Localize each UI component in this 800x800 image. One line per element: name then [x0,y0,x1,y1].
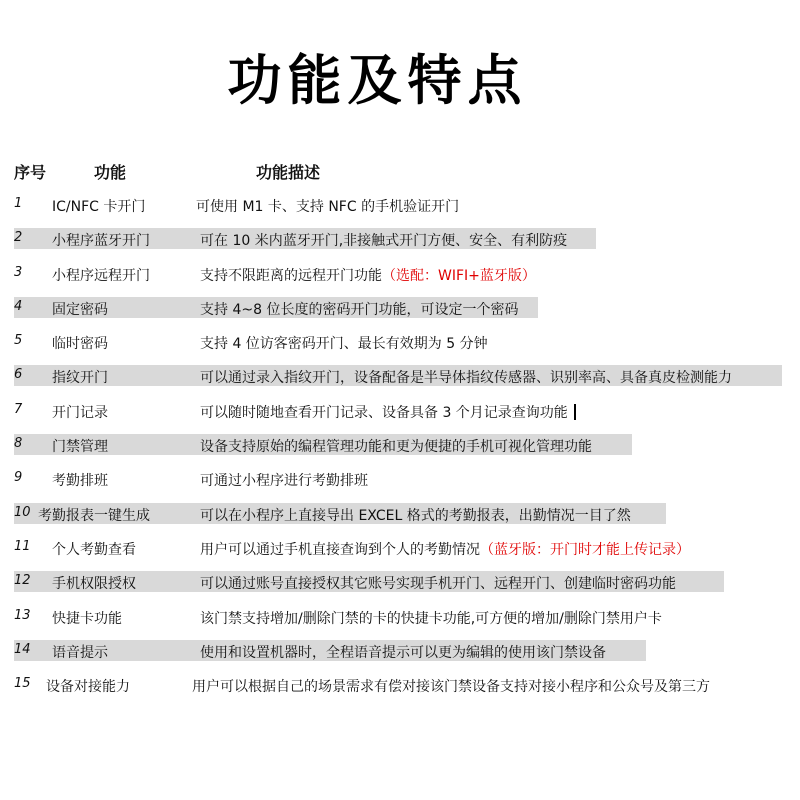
table-row [0,432,800,466]
row-number: 15 [14,676,31,692]
table-row [0,295,800,329]
row-note: （蓝牙版：开门时才能上传记录） [480,541,690,558]
row-description-text: 可以随时随地查看开门记录、设备具备 3 个月记录查询功能 [200,404,568,421]
row-number: 13 [14,607,31,623]
row-number: 10 [14,504,31,520]
row-function: 临时密码 [52,336,108,353]
row-function: 固定密码 [52,301,108,318]
row-description [200,573,676,593]
row-function: 快捷卡功能 [52,610,122,627]
row-function: 门禁管理 [52,439,108,456]
table-row [0,535,800,569]
row-number: 3 [14,264,23,280]
row-function: 语音提示 [52,644,108,661]
row-note: （选配：WIFI+蓝牙版） [382,267,536,284]
header-function: 功能 [94,163,127,182]
header-description: 功能描述 [256,163,321,182]
table-row [0,569,800,603]
row-description [200,539,690,559]
row-description [200,436,592,456]
row-description-text: 用户可以通过手机直接查询到个人的考勤情况 [200,541,480,558]
table-row [0,604,800,638]
table-row [0,192,800,226]
row-description-text: 可以通过录入指纹开门，设备配备是半导体指纹传感器、识别率高、具备真皮检测能力 [200,370,732,387]
row-function: 小程序蓝牙开门 [52,233,150,250]
row-function: 个人考勤查看 [52,541,136,558]
page-title: 功能及特点 [227,49,528,112]
row-description [200,367,732,387]
row-function: 设备对接能力 [46,679,130,696]
table-row [0,261,800,295]
row-number: 5 [14,333,23,349]
header-no: 序号 [14,163,47,182]
row-number: 9 [14,470,23,486]
row-number: 8 [14,436,23,452]
row-number: 14 [14,641,31,657]
row-description-text: 支持不限距离的远程开门功能 [200,267,382,284]
row-number: 6 [14,367,23,383]
row-description [200,505,631,525]
row-number: 12 [14,573,31,589]
text-cursor [574,404,576,420]
row-description [192,676,710,696]
row-description-text: 设备支持原始的编程管理功能和更为便捷的手机可视化管理功能 [200,439,592,456]
row-number: 1 [14,196,23,211]
table-header [0,160,800,182]
row-description-text: 可以通过账号直接授权其它账号实现手机开门、远程开门、创建临时密码功能 [200,576,676,593]
table-row [0,638,800,672]
row-function: 开门记录 [52,404,108,421]
row-description-text: 可在 10 米内蓝牙开门,非接触式开门方便、安全、有利防疫 [200,233,568,250]
row-description-text: 可使用 M1 卡、支持 NFC 的手机验证开门 [196,199,460,215]
row-function: 考勤报表一键生成 [38,507,150,524]
row-description-text: 支持 4~8 位长度的密码开门功能，可设定一个密码 [200,301,519,318]
table-row [0,329,800,363]
table-row [0,226,800,260]
row-description [200,333,488,353]
row-description [196,196,459,216]
row-number: 7 [14,401,23,417]
row-description [200,642,606,662]
row-function: IC/NFC 卡开门 [52,199,146,215]
row-description-text: 该门禁支持增加/删除门禁的卡的快捷卡功能,可方便的增加/删除门禁用户卡 [200,610,662,627]
table-row [0,501,800,535]
row-function: 考勤排班 [52,473,108,490]
row-function: 指纹开门 [52,370,108,387]
row-description [200,470,368,490]
row-number: 4 [14,298,23,314]
feature-list [0,192,800,706]
row-description-text: 使用和设置机器时，全程语音提示可以更为编辑的使用该门禁设备 [200,644,606,661]
row-number: 2 [14,230,23,246]
row-description-text: 支持 4 位访客密码开门、最长有效期为 5 分钟 [200,336,488,353]
table-row [0,363,800,397]
table-row [0,466,800,500]
row-description-text: 用户可以根据自己的场景需求有偿对接该门禁设备支持对接小程序和公众号及第三方 [192,679,710,696]
row-description [200,608,662,628]
row-description [200,402,576,422]
row-function: 小程序远程开门 [52,267,150,284]
table-row [0,672,800,706]
row-description [200,230,567,250]
row-description [200,265,536,285]
row-description-text: 可以在小程序上直接导出 EXCEL 格式的考勤报表，出勤情况一目了然 [200,507,631,524]
row-function: 手机权限授权 [52,576,136,593]
row-number: 11 [14,538,31,554]
table-row [0,398,800,432]
row-description [200,299,518,319]
row-description-text: 可通过小程序进行考勤排班 [200,473,368,490]
